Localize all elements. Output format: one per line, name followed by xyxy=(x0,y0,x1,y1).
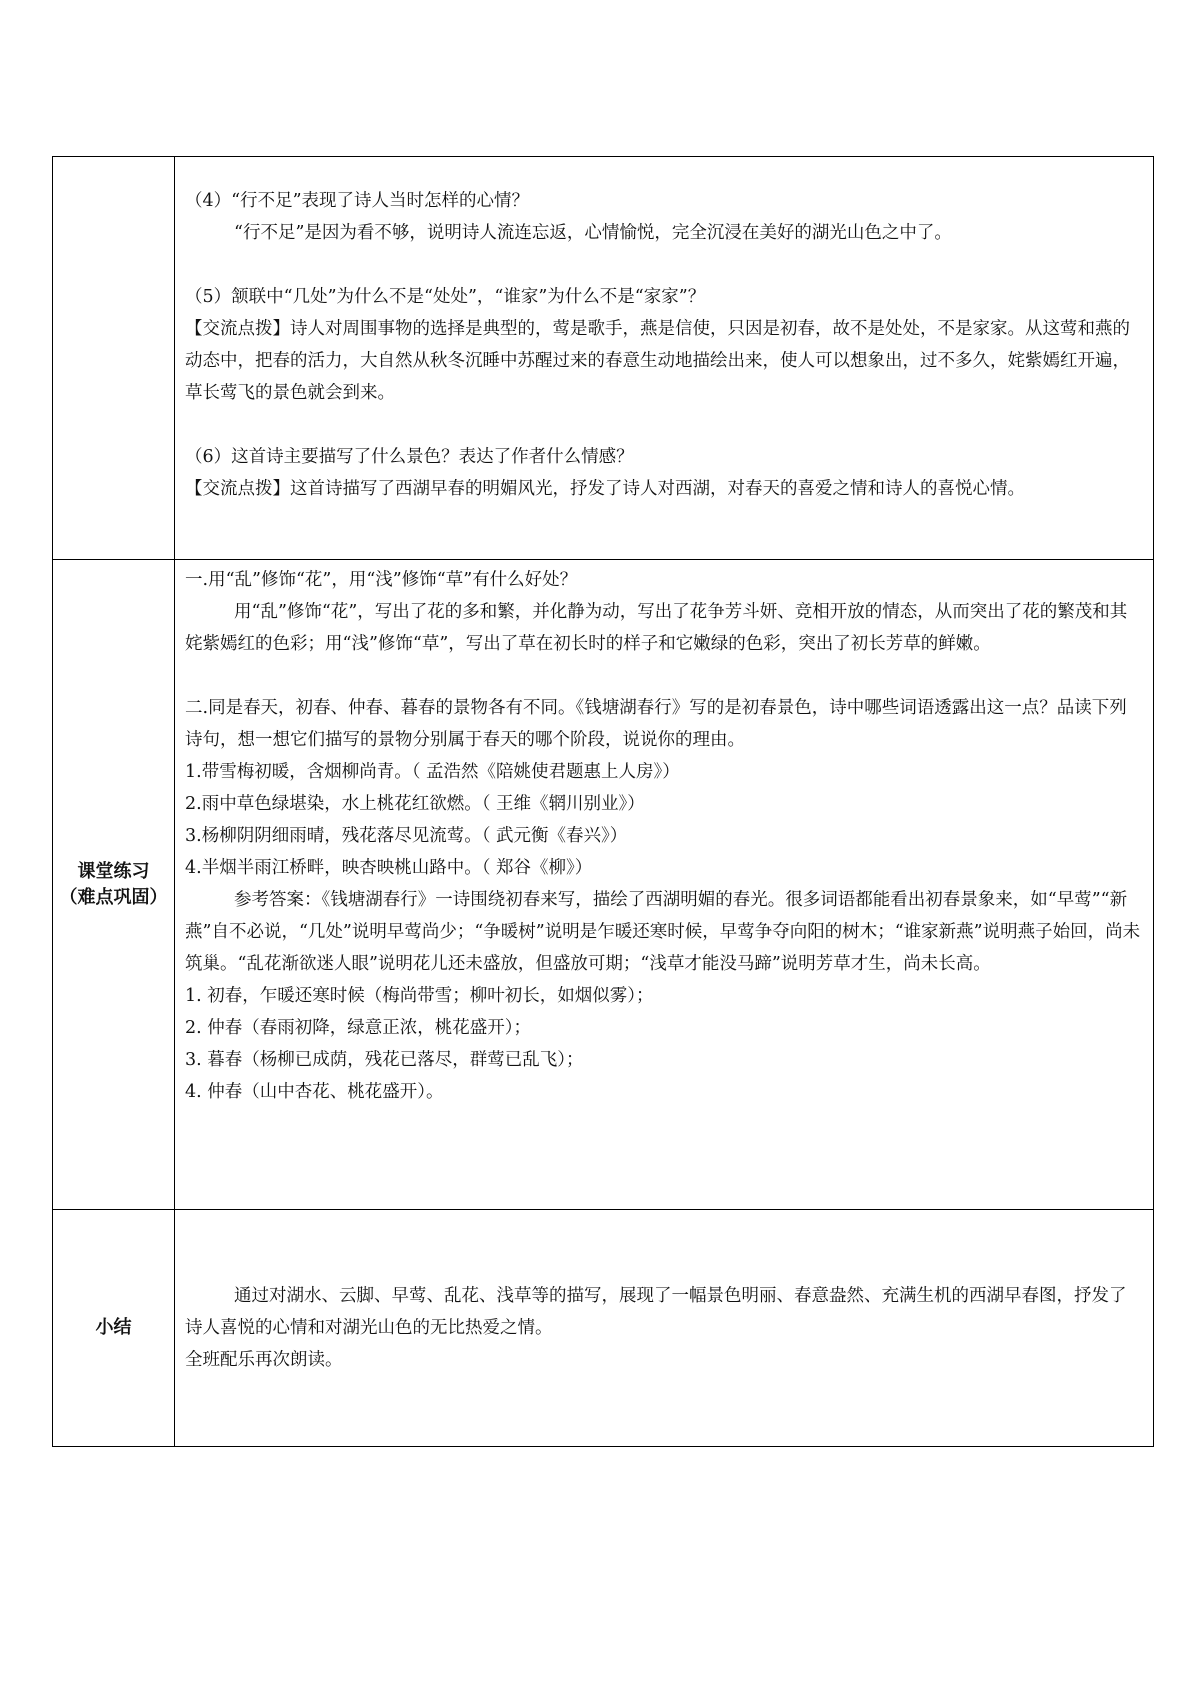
discussion-content xyxy=(175,157,1154,560)
closing-text: 全班配乐再次朗读。 xyxy=(185,1350,343,1370)
answer-item: 1. 初春，乍暖还寒时候（梅尚带雪；柳叶初长，如烟似雾）； xyxy=(185,986,654,1006)
row-label-empty xyxy=(53,157,175,560)
row-label-summary: 小结 xyxy=(53,1210,175,1447)
answer-item: 2. 仲春（春雨初降，绿意正浓，桃花盛开）； xyxy=(185,1018,532,1038)
exercise-1-question: 一.用“乱”修饰“花”，用“浅”修饰“草”有什么好处？ xyxy=(185,570,578,590)
poem-line: 4.半烟半雨江桥畔，映杏映桃山路中。（ 郑谷《柳》） xyxy=(185,858,593,878)
exercise-2-question: 二.同是春天，初春、仲春、暮春的景物各有不同。《钱塘湖春行》写的是初春景色，诗中哪些词语透露出这一点？品读下列诗句，想一想它们描写的景物分别属于春天的哪个阶段，说说你的理由。 xyxy=(185,698,1127,750)
spacer xyxy=(185,660,1143,692)
spacer xyxy=(185,409,1143,441)
question-4: （4）“行不足”表现了诗人当时怎样的心情？ xyxy=(185,191,530,211)
table-row xyxy=(53,1210,1154,1447)
lesson-table xyxy=(52,156,1154,1447)
summary-text: 通过对湖水、云脚、早莺、乱花、浅草等的描写，展现了一幅景色明丽、春意盎然、充满生机的西湖早春图，抒发了诗人喜悦的心情和对湖光山色的无比热爱之情。 xyxy=(185,1286,1127,1338)
row-label-practice xyxy=(53,560,175,1210)
reference-answer: 参考答案：《钱塘湖春行》一诗围绕初春来写，描绘了西湖明媚的春光。很多词语都能看出初春景象来，如“早莺”“新燕”自不必说，“几处”说明早莺尚少；“争暖树”说明是乍暖还寒时候，早莺争夺向阳的树木；“谁家新燕”说明燕子始回，尚未筑巢。“乱花渐欲迷人眼”说明花儿还未盛放，但盛放可期；“浅草才能没马蹄”说明芳草才生，尚未长高。 xyxy=(185,890,1141,974)
answer-6: 【交流点拨】这首诗描写了西湖早春的明媚风光，抒发了诗人对西湖，对春天的喜爱之情和诗人的喜悦心情。 xyxy=(185,479,1025,499)
table-row xyxy=(53,560,1154,1210)
answer-item: 3. 暮春（杨柳已成荫，残花已落尽，群莺已乱飞）； xyxy=(185,1050,584,1070)
question-6: （6）这首诗主要描写了什么景色？表达了作者什么情感？ xyxy=(185,447,634,467)
answer-item: 4. 仲春（山中杏花、桃花盛开）。 xyxy=(185,1082,444,1102)
practice-content xyxy=(175,560,1154,1210)
table-row xyxy=(53,157,1154,560)
question-5: （5）颔联中“几处”为什么不是“处处”，“谁家”为什么不是“家家”？ xyxy=(185,287,706,307)
poem-line: 2.雨中草色绿堪染，水上桃花红欲燃。（ 王维《辋川别业》） xyxy=(185,794,645,814)
exercise-1-answer: 用“乱”修饰“花”，写出了花的多和繁，并化静为动，写出了花争芳斗妍、竞相开放的情态，从而突出了花的繁茂和其姹紫嫣红的色彩；用“浅”修饰“草”，写出了草在初长时的样子和它嫩绿的色彩，突出了初长芳草的鲜嫩。 xyxy=(185,602,1128,654)
poem-line: 3.杨柳阴阴细雨晴，残花落尽见流莺。（ 武元衡《春兴》） xyxy=(185,826,628,846)
spacer xyxy=(185,249,1143,281)
summary-content xyxy=(175,1210,1154,1447)
answer-5: 【交流点拨】诗人对周围事物的选择是典型的，莺是歌手，燕是信使，只因是初春，故不是处处，不是家家。从这莺和燕的动态中，把春的活力，大自然从秋冬沉睡中苏醒过来的春意生动地描绘出来，使人可以想象出，过不多久，姹紫嫣红开遍，草长莺飞的景色就会到来。 xyxy=(185,319,1130,403)
practice-sublabel: （难点巩固） xyxy=(59,886,168,908)
poem-line: 1.带雪梅初暖，含烟柳尚青。（ 孟浩然《陪姚使君题惠上人房》） xyxy=(185,762,680,782)
answer-4: “行不足”是因为看不够，说明诗人流连忘返，心情愉悦，完全沉浸在美好的湖光山色之中了。 xyxy=(234,223,952,243)
practice-label: 课堂练习 xyxy=(77,860,150,882)
